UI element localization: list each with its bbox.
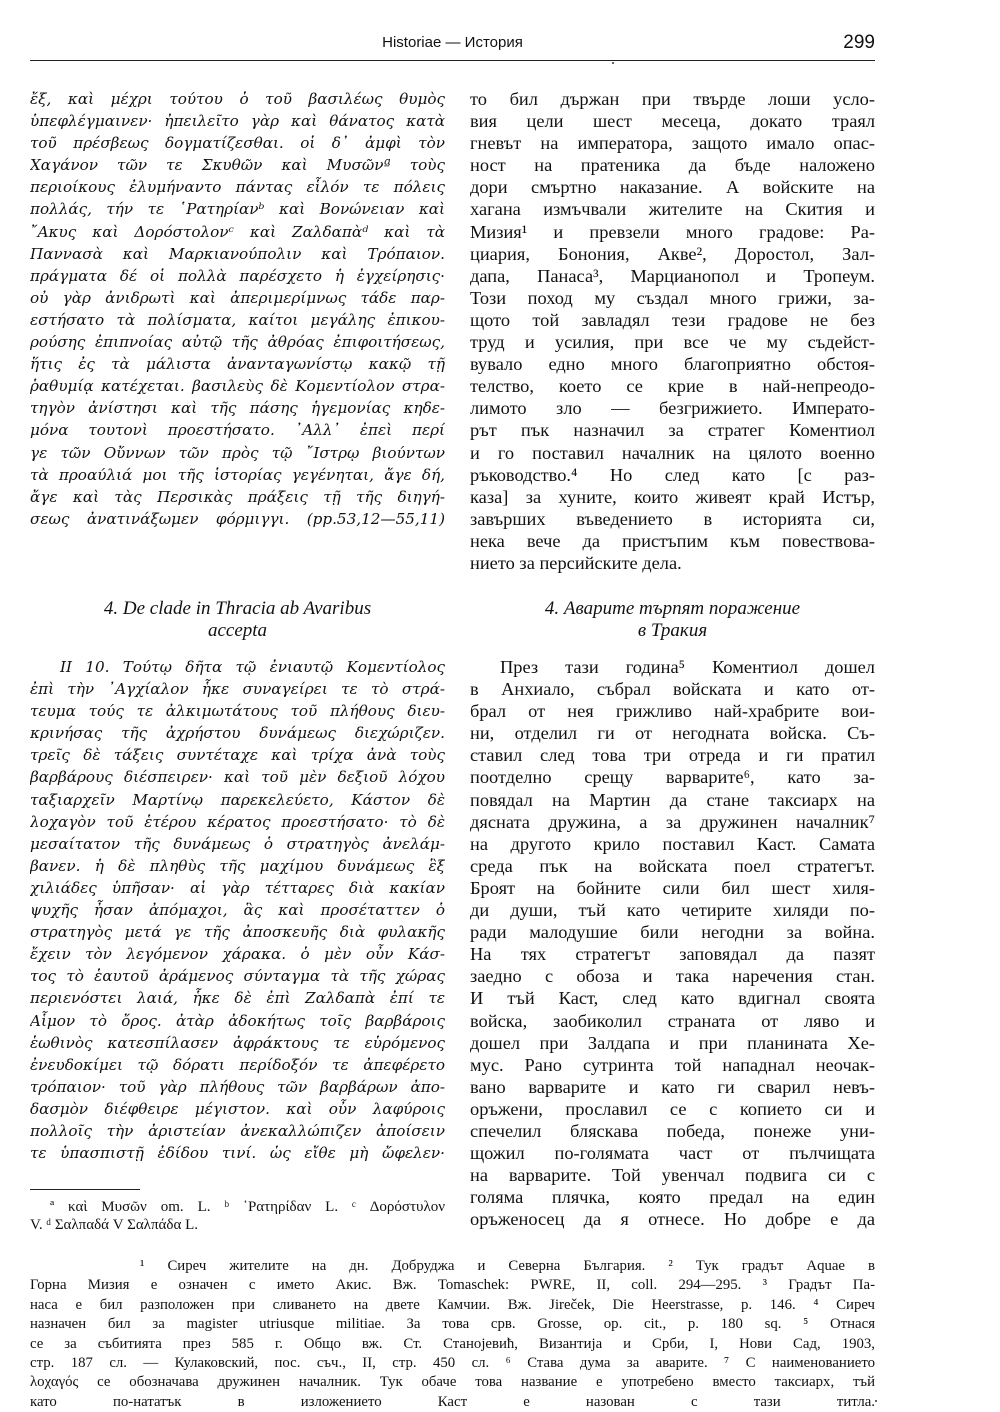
section-title-latin xyxy=(30,598,445,642)
text-line: εστήσατο τὰ πολίσματα, καίτοι μεγάλης ἐπικου- xyxy=(30,310,445,329)
text-line: ἔχειν τὸν λεγόμενον χάρακα. ὁ μὲν οὖν Κάσ- xyxy=(30,945,445,964)
text-line: ἑωθινὸς κατεσπίλασεν ἀφράκτους τε εὑρόμενος xyxy=(30,1033,445,1052)
section-title-bulgarian-line1: 4. Аварите търпят поражение xyxy=(544,598,801,619)
text-line: τος τὸ ἑαυτοῦ ἀράμενος σύνταγμα τὰ τῆς χώρας xyxy=(30,967,445,986)
text-line: τευμα τούς τε ἀλκιμωτάτους τοῦ πλήθους διευ- xyxy=(30,702,445,721)
text-line: τρεῖς δὲ τάξεις συντέταχε καὶ τρίχα ἀνὰ τοὺς xyxy=(30,746,445,765)
text-line: χιλιάδες ὑπῆσαν· αἱ γὰρ τέτταρες διὰ κακίαν xyxy=(30,878,445,897)
text-line: πράγματα δέ οἱ πολλὰ παρέσχετο ἡ ἐγχείρησις· xyxy=(30,266,445,285)
text-line: вувало едно много благоприятно обстоя- xyxy=(470,354,875,375)
text-line: каза] за хуните, които живеят край Истър, xyxy=(470,486,875,507)
footnote-rule xyxy=(30,1189,140,1190)
text-line: И тъй Каст, след като вдигнал своята xyxy=(470,988,875,1009)
text-line: ἥτις ἐς τὰ μάλιστα ἀνανταγωνίστῳ κακῷ τῇ xyxy=(30,355,445,374)
text-line: нека вече да пристъпим към повествова- xyxy=(470,530,875,551)
text-line: войска, заобиколил страната от ляво и xyxy=(470,1010,875,1031)
scan-speck xyxy=(612,62,614,64)
text-line: оръженосец да я отнесе. Но добре е да xyxy=(470,1209,875,1230)
text-line: περιενόστει λαιά, ἧκε δὲ ἐπὶ Ζαλδαπὰ ἐπί τε xyxy=(30,989,445,1008)
text-line: κρινήσας τῆς ἀχρήστου δυνάμεως διεχώριζεν. xyxy=(30,724,445,743)
section-title-bulgarian xyxy=(470,598,875,642)
text-line: хагана измъчвали жителите на Скития и xyxy=(470,199,875,220)
text-line: ἐνευδοκίμει τῷ δόρατι περίδοξόν τε ἀπεφέρετο xyxy=(30,1055,445,1074)
text-line: ἄγε καὶ τὰς Περσικὰς πράξεις τῇ τῆς διηγή- xyxy=(30,487,445,506)
text-line: τε ὑπασπιστῇ ἐδίδου τινί. ὡς εἴθε μὴ ὤφελεν· xyxy=(30,1144,445,1163)
text-line: δασμὸν διέφθειρε μέγιστον. καὶ οὖν λαφύροις xyxy=(30,1099,445,1118)
text-line: ἐπὶ τὴν ᾽Αγχίαλον ἧκε συναγείρει τε τὸ στρά- xyxy=(30,680,445,699)
greek-text-bottom xyxy=(30,656,445,1164)
bulgarian-text-top xyxy=(470,88,875,574)
footnote-line: λοχαγός се обозначава дружинен началник. Тук обаче това название е употребено вместо таксиарх, тъй xyxy=(30,1374,875,1391)
text-line: Παννασὰ καὶ Μαρκιανούπολιν καὶ Τρόπαιον. xyxy=(30,244,445,263)
text-line: дясната дружина, а за дружинен началник⁷ xyxy=(470,811,875,832)
text-line: среда пък на войската поел стратегът. xyxy=(470,855,875,876)
text-line: На тях стратегът заповядал да пазят xyxy=(470,944,875,965)
text-line: на другото крило поставил Каст. Самата xyxy=(470,833,875,854)
text-line: завърших въведението в историята си, xyxy=(470,508,875,529)
footnotes xyxy=(30,1257,875,1412)
text-line: то бил държан при твърде лоши усло- xyxy=(470,89,875,109)
text-line: оръжени, прославил се с копието си и xyxy=(470,1098,875,1119)
text-line: дапа, Панаса³, Марцианопол и Тропеум. xyxy=(470,265,875,286)
text-line: голяма плячка, която предал на един xyxy=(470,1187,875,1208)
section-title-bulgarian-line2: в Тракия xyxy=(637,620,708,641)
text-line: дошел при Залдапа и при планината Хе- xyxy=(470,1032,875,1053)
text-line-with-citation: σεως ἀνατινάξωμεν φόρμιγγι. (pp.53,12—55,11) xyxy=(30,509,445,528)
text-line: πολλάς, τήν τε ῾Ρατηρίανᵇ καὶ Βονώνειαν καὶ xyxy=(30,200,445,219)
section-title-latin-line1: 4. De clade in Thracia ab Avaribus xyxy=(103,598,372,619)
page-number: 299 xyxy=(843,32,875,53)
text-line: дори смъртно наказание. А войските на xyxy=(470,177,875,198)
text-line: ни, отделил ги от негодната войска. Съ- xyxy=(470,723,875,744)
text-line: вано варварите и като ги сварил невъ- xyxy=(470,1076,875,1097)
section-title-latin-line2: accepta xyxy=(207,620,268,641)
text-line: мус. Рано сутринта той нападнал неочак- xyxy=(470,1054,875,1075)
text-line: μόνα τουτονὶ προεστήσατο. ᾽Αλλ᾽ ἐπεὶ περί xyxy=(30,421,445,440)
text-line: περιοίκους ἐλυμήναντο πάντας εἷλόν τε πόλεις xyxy=(30,178,445,197)
text-line: βαρβάρους διέσπειρεν· καὶ τοῦ μὲν δεξιοῦ λόχου xyxy=(30,768,445,787)
text-line: гневът на императора, защото имало опас- xyxy=(470,133,875,154)
text-line: τοῦ πρέσβεως δογματίζεσθαι. οἱ δ᾽ ἀμφὶ τὸν xyxy=(30,134,445,153)
text-line: в Анхиало, събрал войската и като от- xyxy=(470,679,875,700)
text-line: ради малодушие били негодни за война. xyxy=(470,922,875,943)
running-title: Historiae — История xyxy=(382,34,523,51)
footnote-line: Горна Мизия е означен с името Акис. Вж. Tomaschek: PWRE, II, coll. 294—295. ³ Градът Па- xyxy=(30,1277,875,1294)
text-line: Χαγάνον τῶν τε Σκυθῶν καὶ Μυσῶνª τοὺς xyxy=(30,156,445,175)
text-line: οὐ γὰρ ἀνιδρωτὶ καὶ ἀπεριμερίμνως τάδε παρ- xyxy=(30,288,445,307)
text-line: ψυχῆς ἦσαν ἀπόμαχοι, ἃς καὶ προσέταττεν ὁ xyxy=(30,901,445,920)
critical-apparatus xyxy=(30,1198,445,1234)
footnote-line: ¹ Сиреч жителите на дн. Добруджа и Северна България. ² Тук градът Aquae в xyxy=(140,1258,875,1274)
text-line: брал от нея грижливо най-храбрите вои- xyxy=(470,701,875,722)
text-line: ди души, тъй като четирите хиляди по- xyxy=(470,900,875,921)
text-line: ταξιαρχεῖν Μαρτίνῳ παρεκελεύετο, Κάστον δὲ xyxy=(30,790,445,809)
scan-speck xyxy=(875,1400,877,1402)
text-line: щожил по-голямата част от пълчищата xyxy=(470,1143,875,1164)
text-line: циария, Бонония, Акве², Доростол, Зал- xyxy=(470,243,875,264)
text-line: рът пък назначил за стратег Коментиол xyxy=(470,420,875,441)
text-line: γε τῶν Οὔννων τῶν πρὸς τῷ ῎Ιστρῳ βιούντων xyxy=(30,443,445,462)
text-line: Αἷμον τὸ ὄρος. ἀτὰρ ἀδοκήτως τοῖς βαρβάροις xyxy=(30,1011,445,1030)
apparatus-line: V. ᵈ Σαλπαδά V Σαλπάδα L. xyxy=(30,1217,198,1233)
text-line: телство, което се крие в най-непреодо- xyxy=(470,376,875,397)
text-line: ῥαθυμίᾳ κατέχεται. βασιλεὺς δὲ Κομεντίολον στρα- xyxy=(30,377,445,396)
text-line: повядал на Мартин да стане таксиарх на xyxy=(470,789,875,810)
text-line: ност на пратеника да бъде наложено xyxy=(470,155,875,176)
text-line: поотделно срещу варварите⁶, като за- xyxy=(470,767,875,788)
text-line: ρούσης ἐπιπνοίας αὐτῷ τῆς ἀθρόας ἐπιφοιτήσεως, xyxy=(30,333,445,352)
text-line: ῎Ακυς καὶ Δορόστολονᶜ καὶ Ζαλδαπὰᵈ καὶ τὰ xyxy=(30,222,445,241)
text-line: τὰ προαύλιά μοι τῆς ἱστορίας γεγένηται, ἄγε δή, xyxy=(30,465,445,484)
text-line: лимото зло — безгрижието. Императо- xyxy=(470,398,875,419)
text-line: ръководство.⁴ Но след като [с раз- xyxy=(470,464,875,485)
text-line: ἔξ, καὶ μέχρι τούτου ὁ τοῦ βασιλέως θυμὸς xyxy=(30,90,445,108)
text-line: спечелил бляскава победа, понеже уни- xyxy=(470,1120,875,1141)
footnote-line: наса е бил разположен при сливането на двете Камчии. Вж. Jireček, Die Heerstrasse, p. 146. ⁴ Сиреч xyxy=(30,1296,875,1313)
greek-text-top xyxy=(30,88,445,530)
text-line: Броят на бойните сили бил шест хиля- xyxy=(470,877,875,898)
text-line: Мизия¹ и превзели много градове: Ра- xyxy=(470,221,875,242)
text-line: заедно с обоза и така наречения стан. xyxy=(470,966,875,987)
text-line: τηγὸν ἀνίστησι καὶ τῆς πάσης ἡγεμονίας κηδε- xyxy=(30,399,445,418)
footnote-line: назначен бил за magister utriusque militiae. За това срв. Grosse, op. cit., p. 180 sq. ⁵ Отнася xyxy=(30,1316,875,1333)
text-line: λοχαγὸν τοῦ ἑτέρου κέρατος προεστήσατο· τὸ δὲ xyxy=(30,812,445,831)
text-line-paragraph-start: През тази година⁵ Коментиол дошел xyxy=(500,657,875,677)
footnote-line: стр. 187 сл. — Кулаковский, пос. съч., II, стр. 450 сл. ⁶ Става дума за аварите. ⁷ С наименованието xyxy=(30,1355,875,1372)
running-header xyxy=(30,30,875,61)
text-line-chapter-start: II 10. Τούτῳ δῆτα τῷ ἐνιαυτῷ Κομεντίολος xyxy=(60,658,445,676)
text-line: μεσαίτατον τῆς δυνάμεως ὁ στρατηγὸς ἀνελάμ- xyxy=(30,834,445,853)
text-line: вия цели шест месеца, докато траял xyxy=(470,111,875,132)
text-line: Този поход му създал много грижи, за- xyxy=(470,287,875,308)
footnote-line: като по-нататък в изложението Каст е назован с тази титла. xyxy=(30,1393,875,1410)
text-line: πολλοῖς τὴν ἀριστείαν ἀνεκαλλώπιζεν ἀποίσειν xyxy=(30,1121,445,1140)
text-line: и го поставил началник на цялото военно xyxy=(470,442,875,463)
text-line: ставил след това три отреда и ги пратил xyxy=(470,745,875,766)
text-line: труд и усилия, при все че му съдейст- xyxy=(470,332,875,353)
text-line: ὑπεφλέγμαινεν· ἠπειλεῖτο γὰρ καὶ θάνατος κατὰ xyxy=(30,112,445,131)
text-line: на варварите. Той увенчал подвига си с xyxy=(470,1165,875,1186)
text-line: βανεν. ἡ δὲ πληθὺς τῆς μαχίμου δυνάμεως ἓξ xyxy=(30,856,445,875)
text-line: щото той завладял тези градове не без xyxy=(470,309,875,330)
apparatus-line: ª καὶ Μυσῶν om. L. ᵇ ῾Ρατηρίδαν L. ᶜ Δορόστυλον xyxy=(50,1199,445,1215)
bulgarian-text-bottom xyxy=(470,656,875,1230)
text-line: στρατηγὸς μετά γε τῆς ἀποσκευῆς διὰ φυλακῆς xyxy=(30,923,445,942)
footnote-line: се за събитията през 585 г. Общо вж. Ст. Станојевић, Византија и Срби, I, Нови Сад, 1903, xyxy=(30,1335,875,1352)
text-line: τρόπαιον· τοῦ γὰρ πλήθους τῶν βαρβάρων ἀπο- xyxy=(30,1077,445,1096)
text-line: нието за персийските дела. xyxy=(470,552,682,573)
